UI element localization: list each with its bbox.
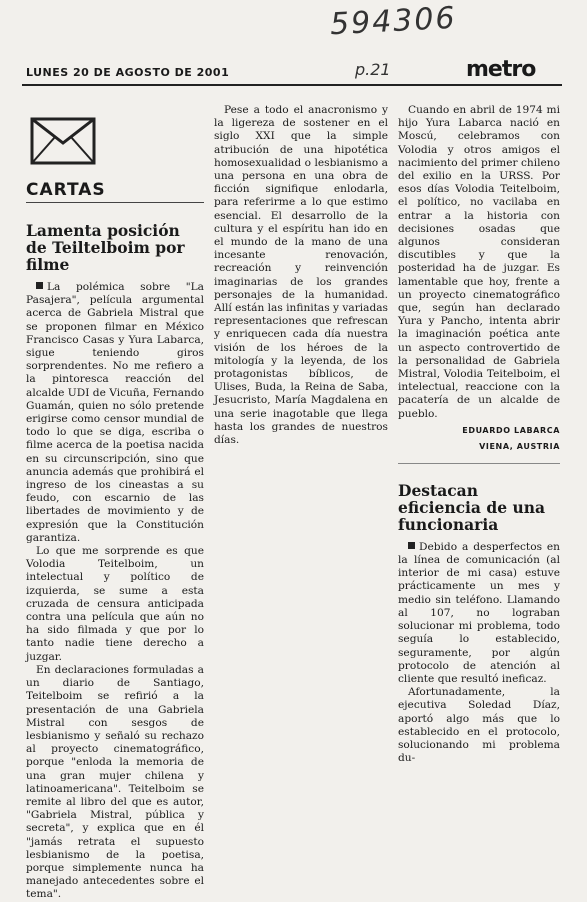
handwritten-archive-number: 594306: [329, 0, 458, 43]
letter-divider: [398, 463, 560, 464]
newspaper-logo: metro: [466, 57, 536, 82]
column-3: [398, 104, 560, 765]
section-rule: [26, 202, 204, 203]
letter1-paragraph: Cuando en abril de 1974 mi hijo Yura Labarca nació en Moscú, celebramos con Volodia y otros amigos el nacimiento del primer chileno del exilio en la URSS. Por esos días Volodia Teitelboim, el político, no vacilaba en entrar a la historia con decisiones osadas que algunos consideran discutibles y que la posteridad ha de juzgar. Es lamentable que hoy, frente a un proyecto cinematográfico que, según han declarado Yura y Pancho, intenta abrir la imaginación poética ante un aspecto controvertido de la personalidad de Gabriela Mistral, Volodia Teitelboim, el intelectual, reaccione con la pacatería de un alcalde de pueblo.: [398, 104, 560, 420]
letter1-signature-name: EDUARDO LABARCA: [462, 425, 560, 435]
column-1: [26, 222, 204, 902]
letter1-paragraph: Pese a todo el anacronismo y la ligereza de sostener en el siglo XXI que la simple atribución de una hipotética homosexualidad o lesbianismo a una persona en una obra de ficción signifique enlodarla, para referirme a lo que estimo esencial. El desarrollo de la cultura y el espíritu han ido en el mundo de la mano de una incesante renovación, recreación y reinvención imaginarias de los grandes personajes de la humanidad. Allí están las infinitas y variadas representaciones que refrescan y enriquecen cada día nuestra visión de los héroes de la mitología y la leyenda, de los protagonistas bíblicos, de Ulises, Buda, la Reina de Saba, Jesucristo, María Magdalena en una serie inagotable que llega hasta los grandes de nuestros días.: [214, 104, 388, 447]
letter1-paragraph: La polémica sobre "La Pasajera", película argumental acerca de Gabriela Mistral que se proponen filmar en México Francisco Casas y Yura Labarca, sigue teniendo giros sorprendentes. No me refiero a la pintoresca reacción del alcalde UDI de Vicuña, Fernando Guamán, quien no sólo pretende erigirse como censor mundial de todo lo que se diga, escriba o filme acerca de la poetisa nacida en su circunscripción, sino que anuncia además que prohibirá el ingreso de los cineastas a su feudo, con escarnio de las libertades de movimiento y de expresión que la Constitución garantiza.: [26, 281, 204, 544]
section-title: CARTAS: [26, 180, 106, 200]
issue-date: LUNES 20 DE AGOSTO DE 2001: [26, 66, 230, 79]
letter2-paragraph: Debido a desperfectos en la línea de comunicación (al interior de mi casa) estuve prácticamente un mes y medio sin teléfono. Llamando al 107, no lograban solucionar mi problema, todo seguía lo establecido, seguramente, por algún protocolo de atención al cliente que resultó ineficaz.: [398, 540, 560, 685]
masthead-rule: [22, 84, 562, 86]
bullet-icon: [408, 542, 415, 549]
letter2-headline: Destacan eficiencia de una funcionaria: [398, 480, 546, 534]
bullet-icon: [36, 282, 43, 289]
handwritten-page-mark: p.21: [355, 60, 391, 79]
letter1-signature-place: VIENA, AUSTRIA: [479, 441, 560, 451]
letter1-paragraph: Lo que me sorprende es que Volodia Teitelboim, un intelectual y político de izquierda, se sume a esta cruzada de censura anticipada contra una película que aún no ha sido filmada y que por lo tanto nadie tiene derecho a juzgar.: [26, 545, 204, 663]
column-2: [214, 104, 388, 447]
letter2-paragraph: Afortunadamente, la ejecutiva Soledad Díaz, aportó algo más que lo establecido en el protocolo, solucionando mi problema du-: [398, 686, 560, 765]
letter1-paragraph: En declaraciones formuladas a un diario de Santiago, Teitelboim se refirió a la presentación de una Gabriela Mistral con sesgos de lesbianismo y señaló su rechazo al proyecto cinematográfico, porque "enloda la memoria de una gran mujer chilena y latinoamericana". Teitelboim se remite al libro del que es autor, "Gabriela Mistral, pública y secreta", y explica que en él "jamás retrata el supuesto lesbianismo de la poetisa, porque simplemente nunca ha manejado antecedentes sobre el tema".: [26, 663, 204, 901]
envelope-icon: [30, 117, 96, 165]
letter1-headline: Lamenta posición de Teiltelboim por filme: [26, 221, 185, 274]
